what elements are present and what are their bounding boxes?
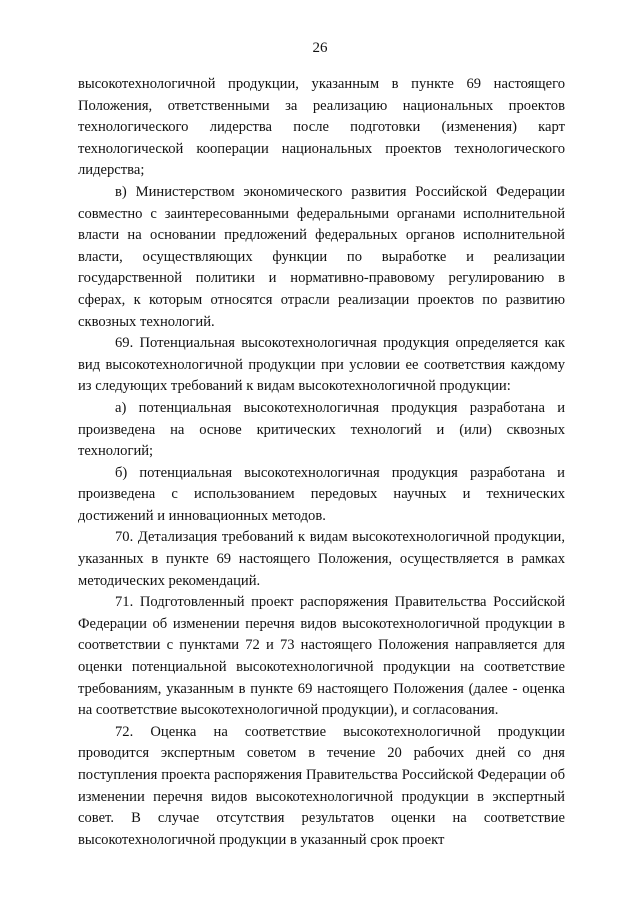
paragraph-69: 69. Потенциальная высокотехнологичная продукция определяется как вид высокотехнологичной продукции при условии ее соответствия каждому из следующих требований к видам высокотехнологичной продукции: <box>78 335 565 395</box>
paragraph-71: 71. Подготовленный проект распоряжения Правительства Российской Федерации об изменении перечня видов высокотехнологичной продукции в соответствии с пунктами 72 и 73 настоящего Положения направляется для оценки потенциальной высокотехнологичной продукции на соответствие требованиям, указанным в пункте 69 настоящего Положения (далее - оценка на соответствие высокотехнологичной продукции), и согласования. <box>78 594 565 719</box>
paragraph-item-v: в) Министерством экономического развития Российской Федерации совместно с заинтересованными федеральными органами исполнительной власти на основании предложений федеральных органов исполнительной власти, осуществляющих функции по выработке и реализации государственной политики и нормативно-правовому регулированию в сферах, к которым относятся отрасли реализации проектов по развитию сквозных технологий. <box>78 183 565 330</box>
page-number: 26 <box>312 40 328 56</box>
paragraph-69-a: а) потенциальная высокотехнологичная продукция разработана и произведена на основе критических технологий и (или) сквозных технологий; <box>78 399 565 460</box>
paragraph-70: 70. Детализация требований к видам высокотехнологичной продукции, указанных в пункте 69 настоящего Положения, осуществляется в рамках методических рекомендаций. <box>78 529 565 589</box>
document-body <box>78 74 565 851</box>
paragraph-continuation: высокотехнологичной продукции, указанным в пункте 69 настоящего Положения, ответственными за реализацию национальных проектов технологического лидерства после подготовки (изменения) карт технологической кооперации национальных проектов технологического лидерства; <box>78 76 565 179</box>
paragraph-69-b: б) потенциальная высокотехнологичная продукция разработана и произведена с использованием передовых научных и технических достижений и инновационных методов. <box>78 464 565 524</box>
paragraph-72: 72. Оценка на соответствие высокотехнологичной продукции проводится экспертным советом в течение 20 рабочих дней со дня поступления проекта распоряжения Правительства Российской Федерации об изменении перечня видов высокотехнологичной продукции в экспертный совет. В случае отсутствия результатов оценки на соответствие высокотехнологичной продукции в указанный срок проект <box>78 723 565 848</box>
